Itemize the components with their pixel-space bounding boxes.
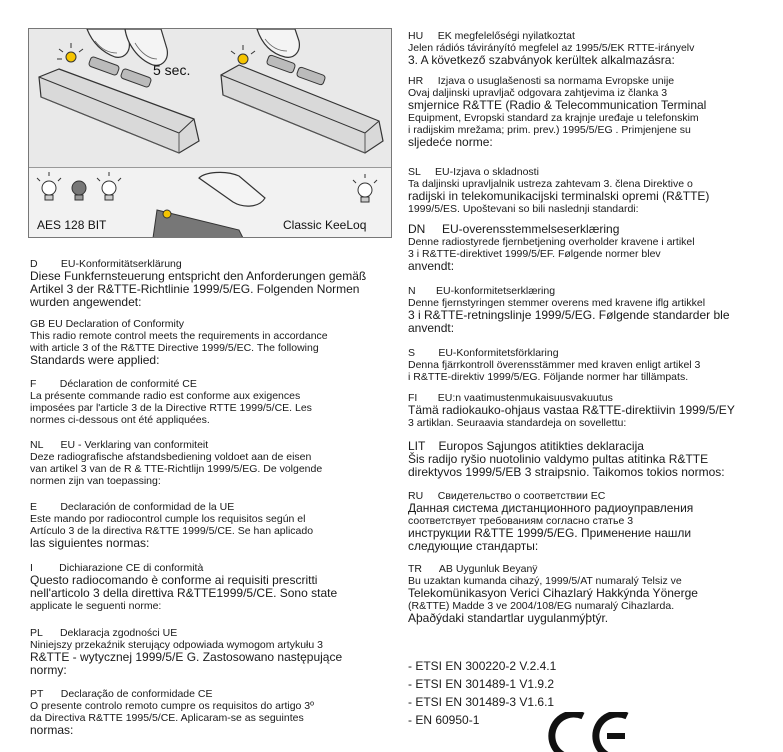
section-heading: S EU-Konformitetsförklaring	[408, 347, 559, 359]
section-line: Tämä radiokauko-ohjaus vastaa R&TTE-direktiivin 1999/5/EY	[408, 403, 735, 417]
section-line: Diese Funkfernsteuerung entspricht den Anforderungen gemäß	[30, 269, 367, 283]
section-heading: HU EK megfelelőségi nyilatkoztat	[408, 30, 575, 42]
standard-item: - ETSI EN 300220-2 V.2.4.1	[408, 659, 557, 673]
bulb-icon	[97, 172, 121, 200]
section-nl	[30, 439, 388, 487]
section-line: applicate le seguenti norme:	[30, 600, 162, 612]
section-pl	[30, 627, 388, 677]
bulb-icon	[353, 174, 377, 202]
section-line: следующие стандарты:	[408, 539, 539, 553]
section-line: Este mando por radiocontrol cumple los requisitos según el	[30, 513, 306, 525]
keeloq-mode-label: Classic KeeLoq	[283, 218, 367, 232]
section-line: van artikel 3 van de R & TTE-Richtlijn 1999/5/EG. De volgende	[30, 463, 323, 475]
section-fi	[408, 392, 758, 429]
section-hu	[408, 30, 758, 67]
bulb-icon	[72, 181, 86, 200]
section-hr	[408, 75, 758, 149]
section-line: 3 i R&TTE-direktivet 1999/5/EF. Følgende normer blev	[408, 248, 661, 260]
standard-item: - ETSI EN 301489-3 V1.6.1	[408, 695, 555, 709]
section-line: direktyvos 1999/5/EB 3 straipsnio. Taikomos tokios normos:	[408, 465, 725, 479]
section-heading: DN EU-overensstemmelseserklæring	[408, 222, 620, 236]
section-line: Aþaðýdaki standartlar uygulanmýþtýr.	[408, 611, 609, 625]
section-line: anvendt:	[408, 321, 455, 335]
section-line: anvendt:	[408, 259, 455, 273]
section-sl	[408, 166, 758, 215]
section-es	[30, 501, 388, 550]
section-heading: TR AB Uygunluk Beyanÿ	[408, 563, 538, 575]
right-hand	[257, 29, 299, 57]
section-line: Questo radiocomando è conforme ai requisiti prescritti	[30, 573, 318, 587]
section-line: smjernice R&TTE (Radio & Telecommunication Terminal	[408, 98, 707, 112]
section-heading: F Déclaration de conformité CE	[30, 378, 197, 390]
section-line: with article 3 of the R&TTE Directive 1999/5/EC. The following	[30, 342, 319, 354]
led-glow-left	[57, 43, 83, 62]
section-line: imposées par l'article 3 de la Directive RTTE 1999/5/CE. Les	[30, 402, 312, 414]
section-line: da Directiva R&TTE 1995/5/CE. Aplicaram-se as seguintes	[30, 712, 304, 724]
section-line: Ta daljinski upravljalnik ustreza zahtevam 3. člena Direktive o	[408, 178, 693, 190]
section-line: normas:	[30, 723, 74, 737]
bulbs-aes	[37, 172, 121, 200]
section-heading: PT Declaração de conformidade CE	[30, 688, 213, 700]
standard-item: - EN 60950-1	[408, 713, 480, 727]
section-line: normen zijn van toepassing:	[30, 475, 161, 487]
right-remote	[221, 55, 383, 153]
section-dk	[408, 223, 758, 273]
section-line: Artikel 3 der R&TTE-Richtlinie 1999/5/EG. Folgenden Normen	[30, 282, 360, 296]
section-de	[30, 258, 388, 309]
section-line: Jelen rádiós távirányító megfelel az 1995/5/EK RTTE-irányelv	[408, 42, 695, 54]
section-heading: RU Свидетельство о соответствии ЕС	[408, 490, 606, 502]
section-line: 3. A következő szabványok kerültek alkalmazásra:	[408, 53, 675, 67]
section-line: Equipment, Evropski standard za krajnje uređaje u telefonskim	[408, 112, 699, 124]
section-ru	[408, 490, 758, 553]
section-line: La présente commande radio est conforme aux exigences	[30, 390, 301, 402]
ce-mark-icon	[545, 712, 635, 752]
section-line: 3 i R&TTE-retningslinje 1999/5/EG. Følgende standarder ble	[408, 308, 730, 322]
section-line: radijski in telekomunikacijski terminalski opremi (R&TTE)	[408, 189, 710, 203]
section-heading: E Declaración de conformidad de la UE	[30, 501, 235, 513]
section-heading: N EU-konformitetserklæring	[408, 285, 556, 297]
section-line: Deze radiografische afstandsbediening voldoet aan de eisen	[30, 451, 312, 463]
section-lt	[408, 440, 758, 479]
section-heading: I Dichiarazione CE di conformità	[30, 562, 204, 574]
section-line: R&TTE - wytycznej 1999/5/E G. Zastosowano następujące	[30, 650, 343, 664]
section-line: 3 artiklan. Seuraavia standardeja on sovellettu:	[408, 417, 627, 429]
section-line: соответствует требованиям согласно статье 3	[408, 515, 634, 527]
section-heading: D EU-Konformitätserklärung	[30, 258, 182, 270]
section-line: i radijskim mrežama; prim. prev.) 1995/5/EG . Primjenjene su	[408, 124, 691, 136]
remote-control-illustration	[28, 28, 392, 238]
center-remote	[153, 172, 265, 238]
section-line: wurden angewendet:	[30, 295, 142, 309]
section-line: Denne radiostyrede fjernbetjening overholder kravene i artikel	[408, 236, 695, 248]
section-fr	[30, 378, 388, 426]
section-line: normy:	[30, 663, 67, 677]
section-line: инструкции R&TTE 1999/5/EG. Применение нашли	[408, 526, 692, 540]
section-gb	[30, 318, 388, 367]
illustration-top-panel	[29, 29, 391, 167]
section-line: (R&TTE) Madde 3 ve 2004/108/EG numaralý Cihazlarda.	[408, 600, 675, 612]
section-no	[408, 285, 758, 335]
section-heading: LIT Europos Sąjungos atitikties deklaracija	[408, 439, 644, 453]
section-line: Artículo 3 de la directiva R&TTE 1999/5/CE. Se han aplicado	[30, 525, 314, 537]
section-pt	[30, 688, 388, 737]
section-line: normes ci-dessous ont été appliquées.	[30, 414, 210, 426]
section-line: sljedeće norme:	[408, 135, 493, 149]
section-tr	[408, 563, 758, 625]
section-line: Niniejszy przekaźnik sterujący odpowiada wymogom artykułu 3	[30, 639, 323, 651]
section-line: Denne fjernstyringen stemmer overens med kravene iflg artikkel	[408, 297, 706, 309]
section-line: Данная система дистанционного радиоуправления	[408, 501, 694, 515]
section-line: i R&TTE-direktiv 1999/5/EG. Följande normer har tillämpats.	[408, 371, 689, 383]
led-glow-right	[231, 45, 255, 64]
section-line: Standards were applied:	[30, 353, 160, 367]
section-line: Bu uzaktan kumanda cihazý, 1999/5/AT numaralý Telsiz ve	[408, 575, 682, 587]
section-line: 1999/5/ES. Upoštevani so bili naslednji standardi:	[408, 203, 639, 215]
section-heading: GB EU Declaration of Conformity	[30, 318, 185, 330]
section-heading: PL Deklaracja zgodności UE	[30, 627, 178, 639]
section-line: O presente controlo remoto cumpre os requisitos do artigo 3º	[30, 700, 314, 712]
section-line: Denna fjärrkontroll överensstämmer med kraven enligt artikel 3	[408, 359, 701, 371]
section-heading: SL EU-Izjava o skladnosti	[408, 166, 539, 178]
section-heading: NL EU - Verklaring van conformiteit	[30, 439, 209, 451]
section-heading: HR Izjava o usuglašenosti sa normama Evropske unije	[408, 75, 675, 87]
timer-label: 5 sec.	[153, 62, 191, 78]
section-se	[408, 347, 758, 383]
section-line: Šis radijo ryšio nuotolinio valdymo pultas atitinka R&TTE	[408, 452, 709, 466]
section-line: nell'articolo 3 della direttiva R&TTE1999/5/CE. Sono state	[30, 586, 338, 600]
illustration-bottom-panel	[29, 167, 391, 238]
aes-mode-label: AES 128 BIT	[37, 218, 107, 232]
bulb-icon	[37, 172, 61, 200]
section-heading: FI EU:n vaatimustenmukaisuusvakuutus	[408, 392, 613, 404]
section-line: Ovaj daljinski upravljač odgovara zahtjevima iz članka 3	[408, 87, 668, 99]
section-line: las siguientes normas:	[30, 536, 150, 550]
remotes-drawing	[29, 29, 391, 167]
section-line: Telekomünikasyon Verici Cihazlarý Hakkýnda Yönerge	[408, 586, 698, 600]
section-it	[30, 562, 388, 612]
standard-item: - ETSI EN 301489-1 V1.9.2	[408, 677, 555, 691]
section-line: This radio remote control meets the requirements in accordance	[30, 330, 328, 342]
